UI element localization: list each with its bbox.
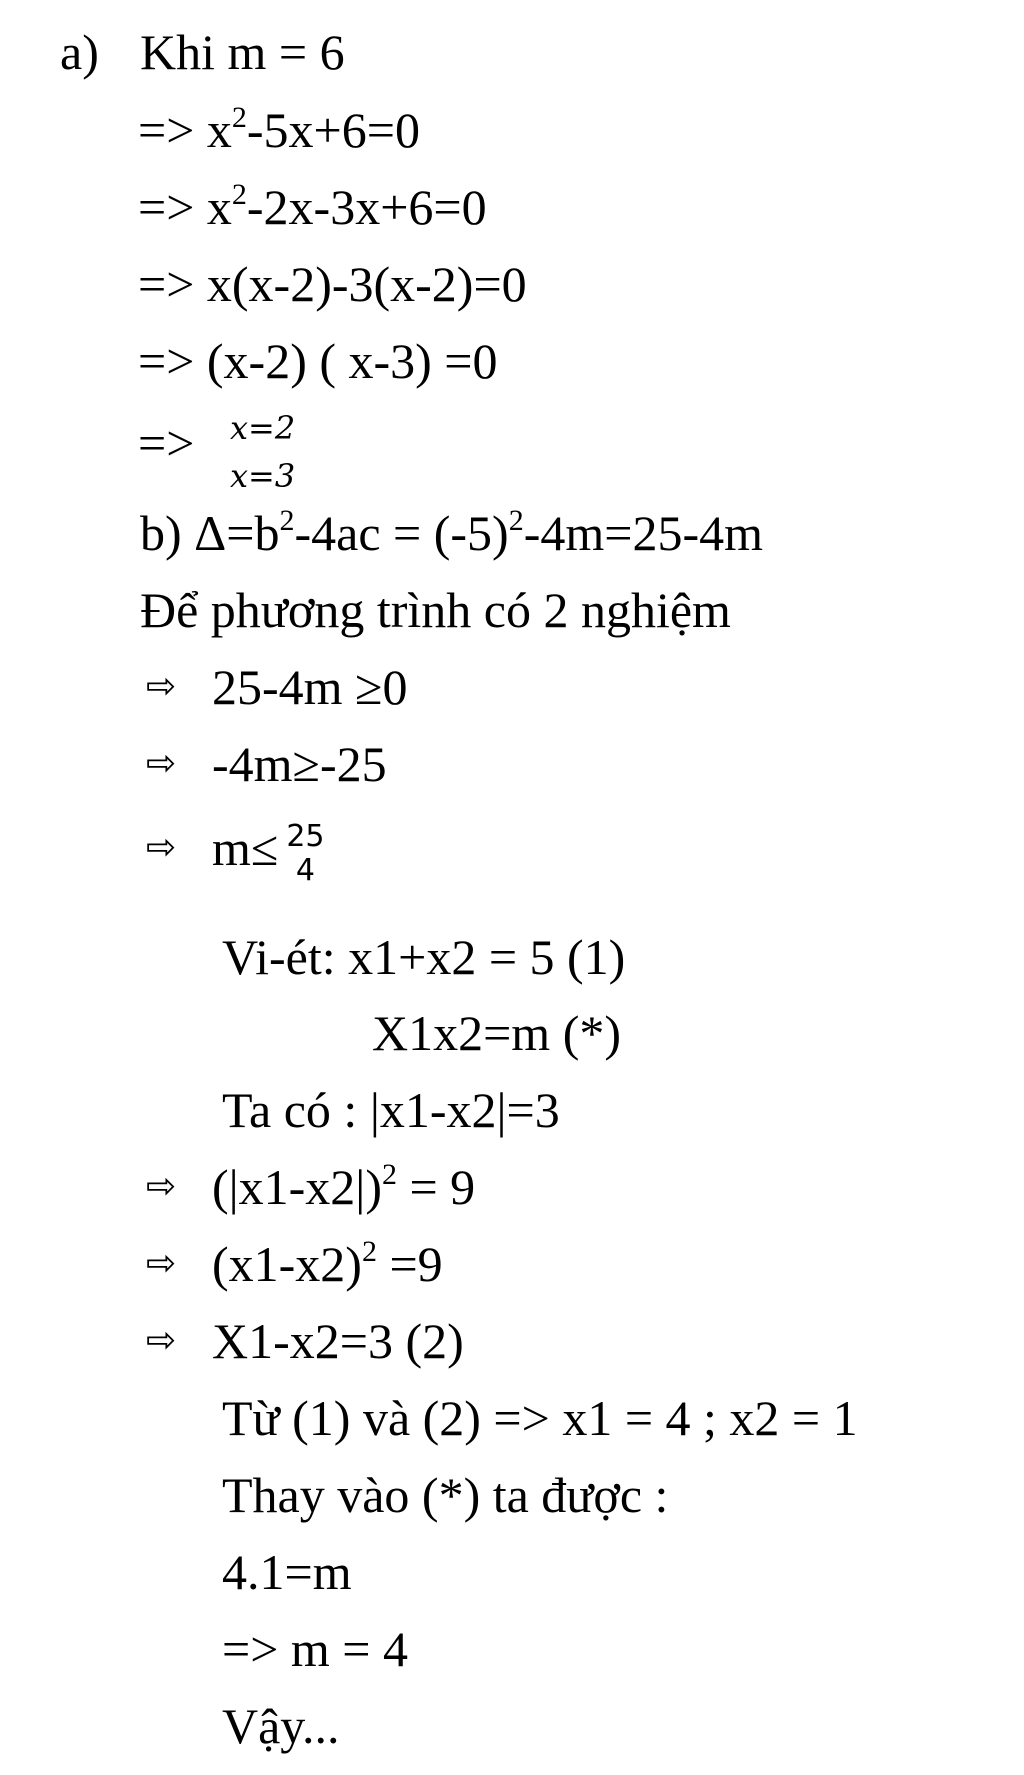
part-a-roots-implies: =>	[138, 415, 195, 471]
arrow-right-icon: ⇨	[146, 1166, 177, 1207]
arrow-right-icon: ⇨	[146, 743, 177, 784]
delta-text: -4m=25-4m	[523, 505, 763, 561]
inequality-text: 25-4m ≥0	[212, 659, 408, 715]
arrow-right-icon: ⇨	[146, 1320, 177, 1361]
exponent: 2	[279, 504, 295, 537]
exponent: 2	[381, 1158, 397, 1191]
fraction-numerator: 25	[286, 818, 325, 854]
part-a-step-3	[138, 254, 527, 314]
given-condition: Ta có : |x1-x2|=3	[222, 1082, 560, 1138]
delta-text: b) Δ=b	[140, 505, 280, 561]
inequality-1	[146, 657, 407, 717]
inequality-text: -4m≥-25	[212, 736, 387, 792]
implies-symbol: =>	[138, 102, 195, 158]
root-1: x=2	[230, 409, 296, 447]
exponent: 2	[231, 178, 247, 211]
arrow-right-icon: ⇨	[146, 827, 177, 868]
step-text: (|x1-x2|)	[212, 1159, 382, 1215]
equation-text: x(x-2)-3(x-2)=0	[206, 256, 527, 312]
step-text: X1-x2=3 (2)	[212, 1313, 464, 1369]
inequality-text: m≤	[212, 820, 279, 876]
substitute-text: Thay vào (*) ta được :	[222, 1467, 669, 1523]
implies-symbol: =>	[138, 179, 195, 235]
equation-text: -5x+6=0	[246, 102, 420, 158]
calculation: 4.1=m	[222, 1544, 352, 1600]
part-b-delta	[140, 503, 763, 563]
arrow-right-icon: ⇨	[146, 666, 177, 707]
part-a-step-2	[138, 177, 487, 237]
condition-text: Để phương trình có 2 nghiệm	[140, 582, 731, 638]
part-a-step-4	[138, 331, 498, 391]
exponent: 2	[231, 101, 247, 134]
equation-text: -2x-3x+6=0	[246, 179, 487, 235]
part-a-step-1	[138, 100, 420, 160]
step-square	[146, 1157, 475, 1217]
root-2: x=3	[230, 457, 296, 495]
step-difference	[146, 1311, 464, 1371]
fraction	[286, 820, 324, 888]
conclusion: Vậy...	[222, 1698, 340, 1754]
step-text: = 9	[396, 1159, 476, 1215]
implies-symbol: =>	[138, 333, 195, 389]
part-a-intro: Khi m = 6	[140, 24, 345, 80]
equation-text: (x-2) ( x-3) =0	[206, 333, 498, 389]
step-text: =9	[376, 1236, 443, 1292]
exponent: 2	[508, 504, 524, 537]
step-text: (x1-x2)	[212, 1236, 362, 1292]
step-square-simplified	[146, 1234, 443, 1294]
equation-text: x	[206, 102, 232, 158]
result: => m = 4	[222, 1621, 408, 1677]
exponent: 2	[361, 1235, 377, 1268]
vieta-sum: Vi-ét: x1+x2 = 5 (1)	[222, 929, 626, 985]
arrow-right-icon: ⇨	[146, 1243, 177, 1284]
vieta-product: X1x2=m (*)	[372, 1005, 621, 1061]
inequality-3	[146, 818, 325, 888]
equation-text: x	[206, 179, 232, 235]
fraction-denominator: 4	[295, 852, 315, 888]
implies-symbol: =>	[138, 256, 195, 312]
delta-text: -4ac = (-5)	[294, 505, 509, 561]
part-a-label: a)	[60, 24, 99, 80]
solve-from-equations: Từ (1) và (2) => x1 = 4 ; x2 = 1	[222, 1390, 858, 1446]
inequality-2	[146, 734, 387, 794]
